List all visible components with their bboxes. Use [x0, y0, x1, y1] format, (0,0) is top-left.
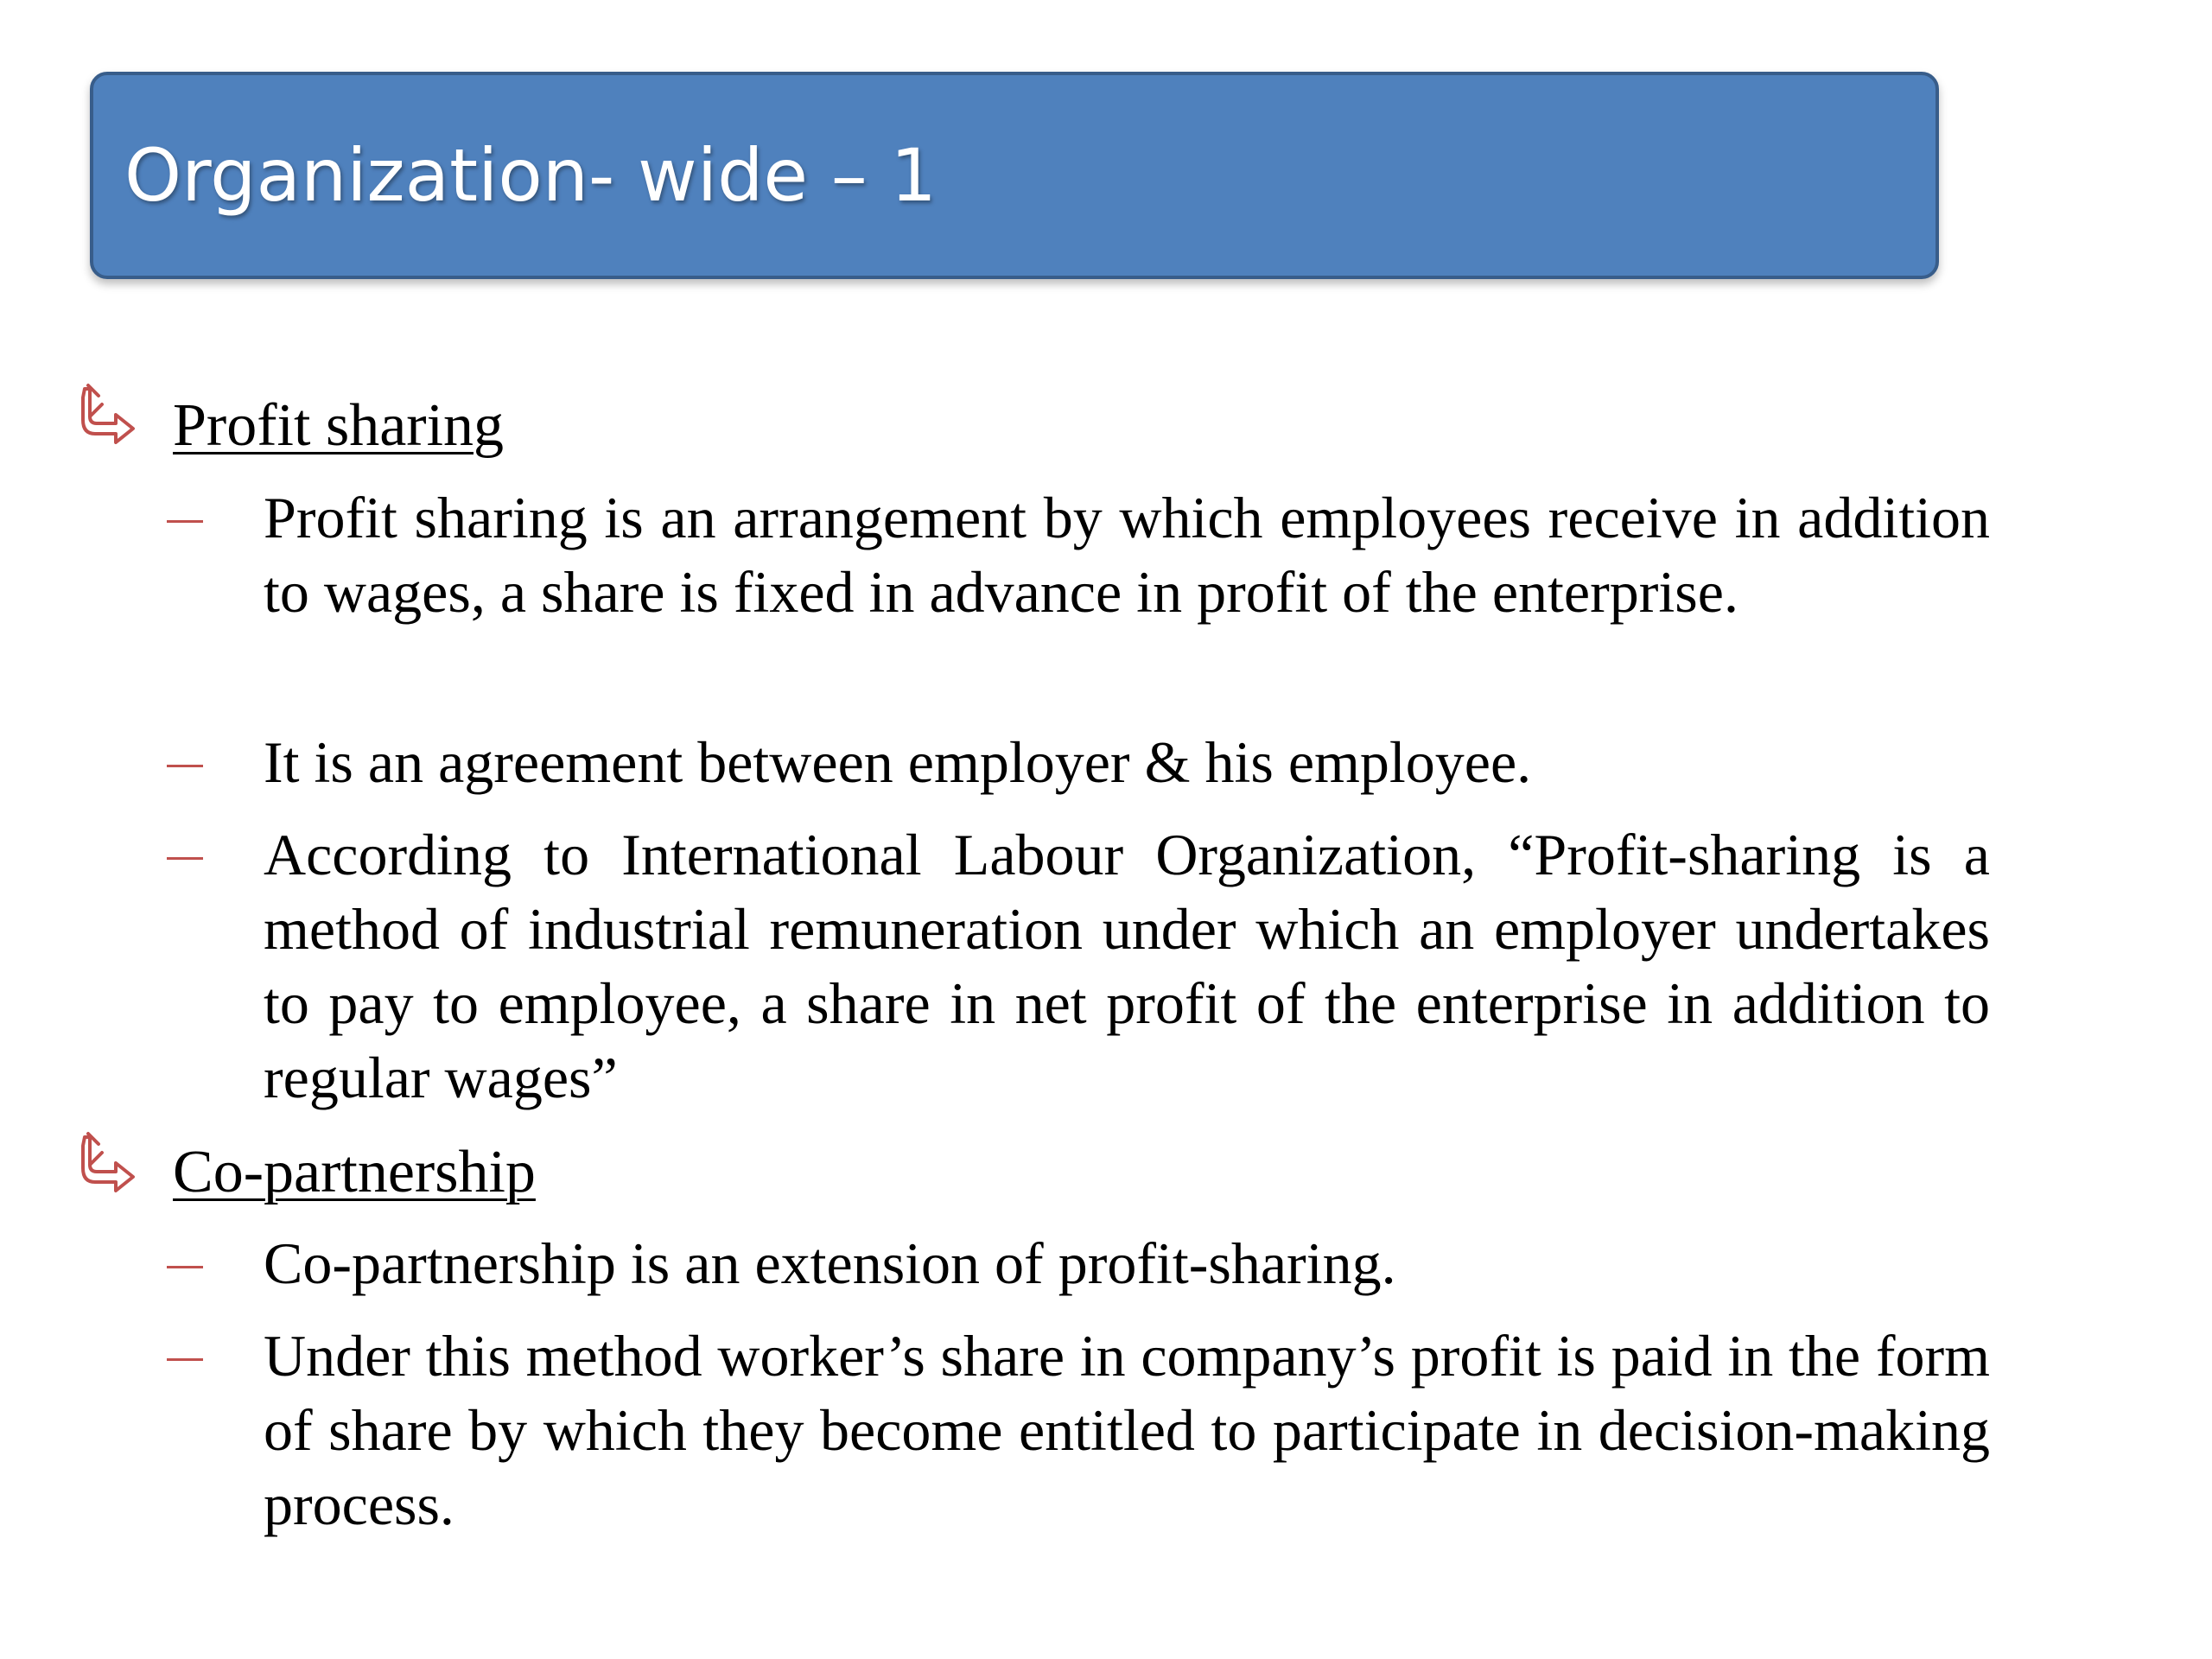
curved-arrow-icon [79, 382, 138, 444]
dash-marker [167, 857, 203, 860]
slide-title: Organization- wide – 1 [124, 133, 937, 218]
dash-marker [167, 1266, 203, 1268]
list-item: Profit sharing is an arrangement by which employees receive in addition to wages, a share is fixed in advance in profit of the enterprise. [264, 485, 1990, 625]
list-item: Under this method worker’s share in company’s profit is paid in the form of share by which they become entitled to participate in decision-making process. [264, 1323, 1990, 1537]
list-item: It is an agreement between employer & his employee. [264, 729, 1532, 795]
list-item: According to International Labour Organization, “Profit-sharing is a method of industrial remuneration under which an employer undertakes to pay to employee, a share in net profit of the enterprise in addition to regular wages” [264, 822, 1990, 1110]
dash-marker [167, 520, 203, 523]
dash-marker [167, 1358, 203, 1361]
list-item: Co-partnership is an extension of profit-sharing. [264, 1230, 1396, 1296]
dash-marker [167, 765, 203, 767]
curved-arrow-icon [79, 1130, 138, 1192]
section-heading-profit-sharing: Profit sharing [173, 392, 505, 459]
section-heading-co-partnership: Co-partnership [173, 1139, 536, 1205]
